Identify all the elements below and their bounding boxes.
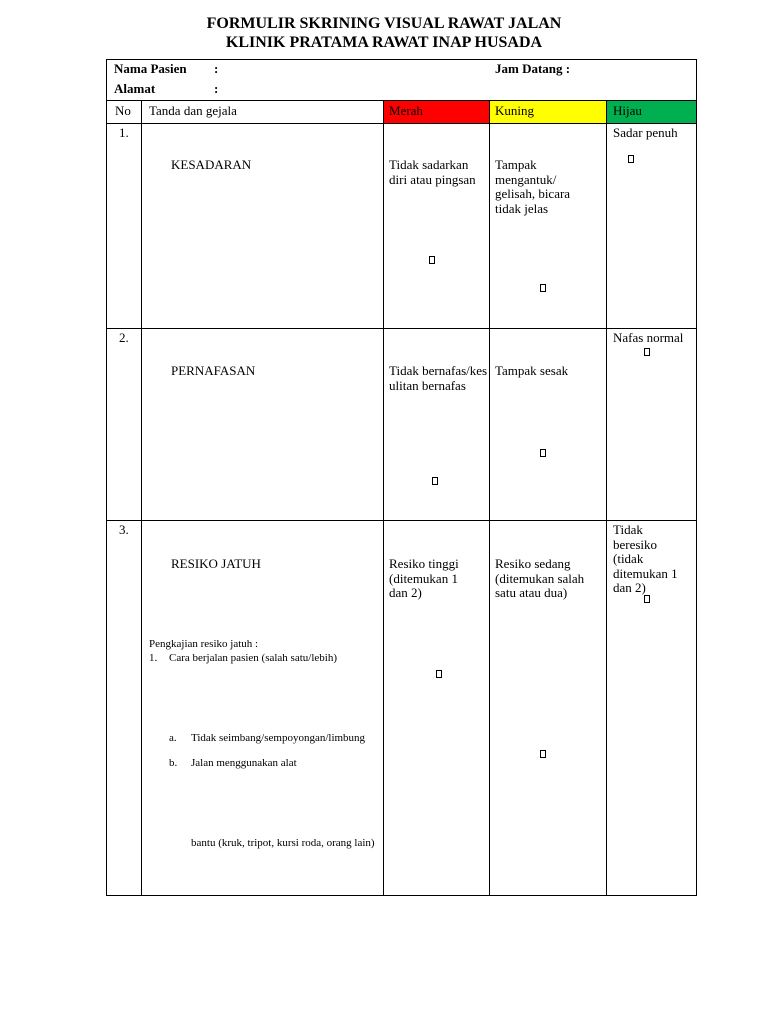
- clinic-name: KLINIK PRATAMA RAWAT INAP HUSADA: [225, 34, 543, 51]
- green-checkbox[interactable]: [644, 595, 650, 603]
- table-rule: [106, 520, 697, 521]
- form-title: FORMULIR SKRINING VISUAL RAWAT JALAN: [206, 15, 562, 32]
- arrival-time-field[interactable]: [585, 60, 693, 78]
- table-border-right: [696, 59, 697, 896]
- table-rule: [106, 328, 697, 329]
- row-number: 1.: [119, 125, 129, 140]
- red-checkbox[interactable]: [432, 477, 438, 485]
- address-field[interactable]: [222, 80, 482, 98]
- sign-label: RESIKO JATUH: [171, 556, 261, 571]
- table-rule: [106, 123, 697, 124]
- green-criteria: Nafas normal: [613, 330, 684, 345]
- assessment-item: Cara berjalan pasien (salah satu/lebih): [169, 652, 337, 664]
- column-rule: [383, 100, 384, 896]
- address-label: Alamat: [114, 81, 156, 96]
- assessment-item-number: 1.: [149, 652, 158, 664]
- row-number: 3.: [119, 522, 129, 537]
- column-rule: [489, 100, 490, 896]
- green-checkbox[interactable]: [628, 155, 634, 163]
- column-rule: [606, 100, 607, 896]
- table-border-bottom: [106, 895, 697, 896]
- green-checkbox[interactable]: [644, 348, 650, 356]
- address-colon: :: [214, 81, 219, 96]
- green-criteria: Sadar penuh: [613, 125, 678, 140]
- green-criteria: Tidak beresiko (tidak ditemukan 1 dan 2): [613, 522, 678, 595]
- header-green: Hijau: [613, 103, 642, 118]
- sign-label: PERNAFASAN: [171, 363, 256, 378]
- yellow-criteria: Tampak sesak: [495, 363, 569, 378]
- yellow-criteria: Resiko sedang (ditemukan salah satu atau dua): [495, 556, 585, 600]
- option-b-label: b.: [169, 757, 178, 769]
- header-red: Merah: [389, 103, 423, 118]
- option-b-text: Jalan menggunakan alat: [191, 757, 297, 769]
- red-checkbox[interactable]: [429, 256, 435, 264]
- patient-name-label: Nama Pasien: [114, 61, 187, 76]
- red-checkbox[interactable]: [436, 670, 442, 678]
- header-no: No: [115, 103, 131, 118]
- red-criteria: Tidak sadarkan diri atau pingsan: [389, 157, 476, 187]
- arrival-time-label: Jam Datang :: [495, 61, 571, 76]
- header-signs: Tanda dan gejala: [149, 103, 237, 118]
- column-rule: [141, 100, 142, 896]
- red-criteria: Resiko tinggi (ditemukan 1 dan 2): [389, 556, 459, 600]
- assessment-heading: Pengkajian resiko jatuh :: [149, 638, 259, 650]
- sign-label: KESADARAN: [171, 157, 252, 172]
- yellow-checkbox[interactable]: [540, 449, 546, 457]
- option-a-label: a.: [169, 732, 177, 744]
- table-border-left: [106, 59, 107, 896]
- patient-name-field[interactable]: [222, 60, 482, 78]
- option-b-continued: bantu (kruk, tripot, kursi roda, orang lain): [191, 837, 375, 849]
- yellow-checkbox[interactable]: [540, 750, 546, 758]
- option-a-text: Tidak seimbang/sempoyongan/limbung: [191, 732, 366, 744]
- row-number: 2.: [119, 330, 129, 345]
- yellow-checkbox[interactable]: [540, 284, 546, 292]
- table-rule: [106, 100, 697, 101]
- red-criteria: Tidak bernafas/kesulitan bernafas: [389, 363, 488, 393]
- header-yellow: Kuning: [495, 103, 534, 118]
- patient-name-colon: :: [214, 61, 219, 76]
- yellow-criteria: Tampak mengantuk/ gelisah, bicara tidak jelas: [495, 157, 571, 216]
